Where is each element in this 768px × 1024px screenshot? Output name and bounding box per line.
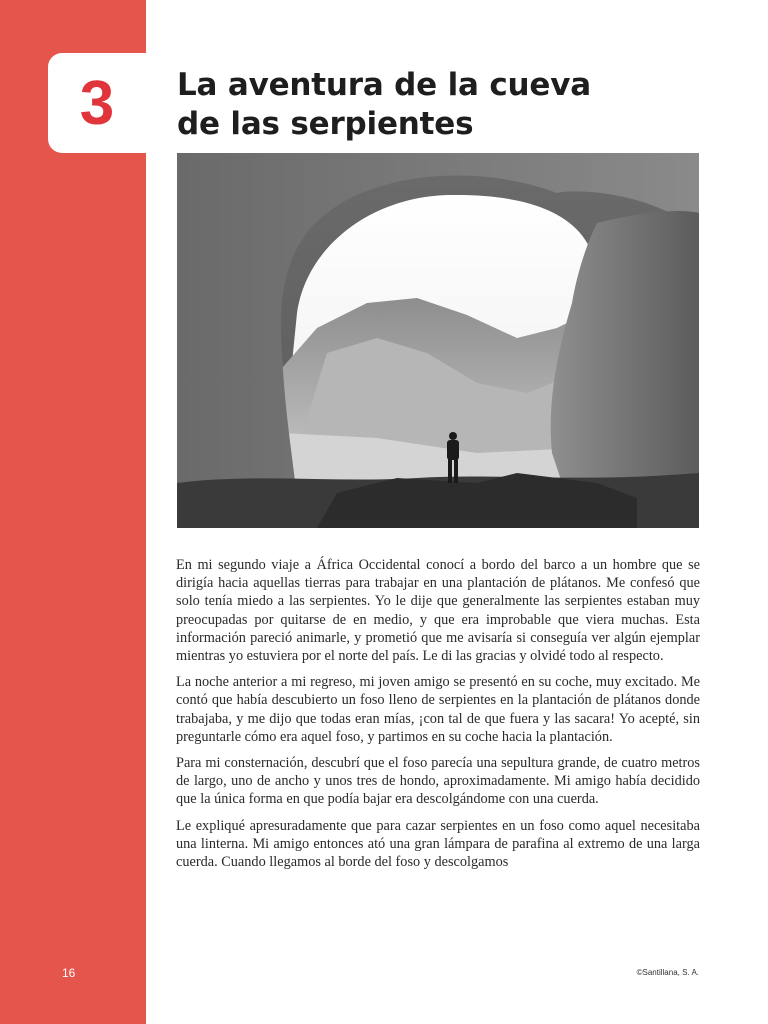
page-number: 16 xyxy=(62,966,76,980)
title-line-1: La aventura de la cueva xyxy=(177,67,591,103)
title-line-2: de las serpientes xyxy=(177,106,474,142)
chapter-sidebar xyxy=(0,0,146,1024)
paragraph-1: En mi segundo viaje a África Occidental conocí a bordo del barco a un hombre que se dirigía hacia aquellas tierras para trabajar en una plantación de plátanos. Me confesó que solo tenía miedo a las serpientes. Yo le dije que generalmente las serpientes estaban muy preocupadas por quitarse de en medio, y que era improbable que viera muchas. Esta información pareció animarle, y prometió que me avisaría si conseguía ver algún ejemplar mientras yo estuviera por el norte del país. Le di las gracias y olvidé todo al respecto. xyxy=(176,557,700,665)
chapter-number: 3 xyxy=(79,69,115,138)
paragraph-4: Le expliqué apresuradamente que para cazar serpientes en un foso como aquel necesitaba una linterna. Mi amigo entonces ató una gran lámpara de parafina al extremo de una larga cuerda. Cuando llegamos al borde del foso y descolgamos xyxy=(176,817,700,871)
paragraph-3: Para mi consternación, descubrí que el foso parecía una sepultura grande, de cuatro metros de largo, uno de ancho y unos tres de hondo, aproximadamente. Mi amigo había decidido que la única forma en que podía bajar era descolgándome con una cuerda. xyxy=(176,755,700,808)
copyright-notice: ©Santillana, S. A. xyxy=(636,968,699,977)
chapter-title xyxy=(177,66,697,144)
paragraph-2: La noche anterior a mi regreso, mi joven amigo se presentó en su coche, muy excitado. Me contó que había descubierto un foso lleno de serpientes en la plantación de plátanos donde trabajaba, y me dijo que todas eran mías, ¡con tal de que fuera y las sacara! Yo acepté, sin preguntarle cómo era aquel foso, y partimos en su coche hacia la plantación. xyxy=(176,674,700,745)
story-text xyxy=(176,556,700,879)
cave-photo xyxy=(177,153,699,528)
